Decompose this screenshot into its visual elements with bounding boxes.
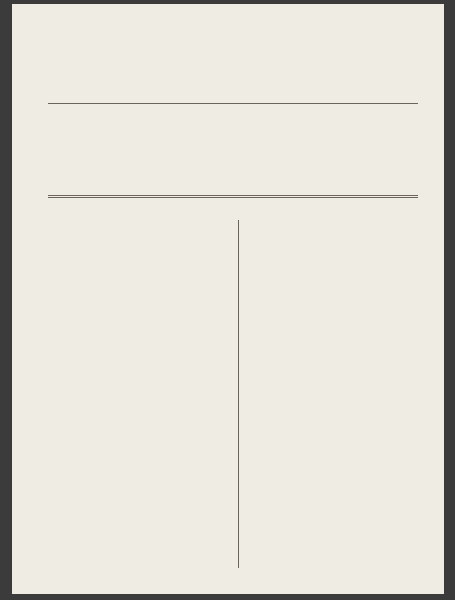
mid-rule-2 — [48, 197, 418, 198]
header-rule — [48, 103, 418, 104]
mid-rule — [48, 195, 418, 196]
column-divider — [238, 220, 239, 568]
document-page — [12, 4, 444, 594]
